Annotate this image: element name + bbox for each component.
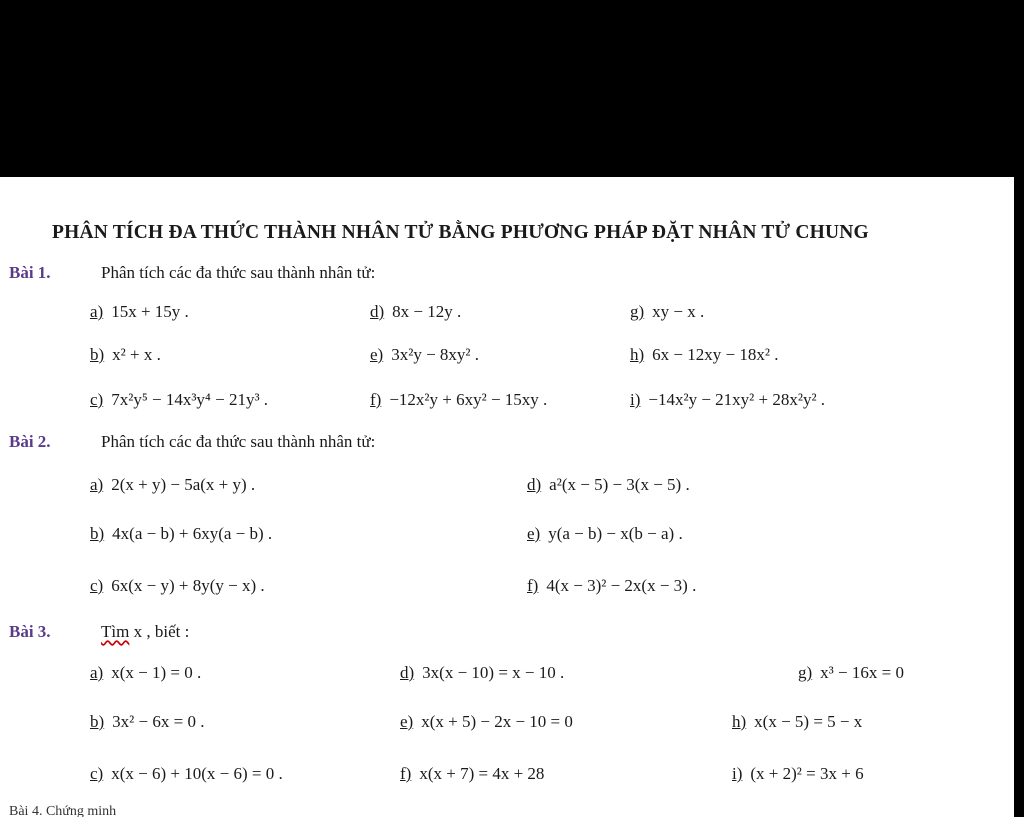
- item-label: a): [90, 475, 104, 494]
- find-word: Tìm: [101, 622, 130, 641]
- find-rest: x , biết :: [129, 622, 190, 641]
- ex2-item-f: [527, 576, 696, 596]
- ex3-item-f: [400, 764, 544, 784]
- item-expression: 3x²y − 8xy² .: [391, 345, 479, 364]
- item-expression: −14x²y − 21xy² + 28x²y² .: [648, 390, 826, 409]
- item-label: f): [370, 390, 382, 409]
- page-title: PHÂN TÍCH ĐA THỨC THÀNH NHÂN TỬ BẰNG PHƯƠNG PHÁP ĐẶT NHÂN TỬ CHUNG: [52, 222, 869, 243]
- item-expression: x(x + 7) = 4x + 28: [419, 764, 545, 783]
- ex2-item-b: [90, 524, 272, 544]
- ex3-item-d: [400, 663, 564, 683]
- item-expression: 4(x − 3)² − 2x(x − 3) .: [546, 576, 697, 595]
- item-label: c): [90, 576, 104, 595]
- exercise-3-label: Bài 3.: [9, 622, 51, 641]
- item-label: e): [400, 712, 414, 731]
- worksheet-page: [0, 177, 1014, 817]
- item-label: b): [90, 524, 105, 543]
- item-expression: 2(x + y) − 5a(x + y) .: [111, 475, 256, 494]
- item-expression: x(x − 1) = 0 .: [111, 663, 202, 682]
- ex3-item-g: [798, 663, 904, 683]
- ex3-item-h: [732, 712, 862, 732]
- item-label: d): [527, 475, 542, 494]
- item-label: f): [400, 764, 412, 783]
- ex1-item-d: [370, 302, 461, 322]
- item-expression: x(x − 6) + 10(x − 6) = 0 .: [111, 764, 283, 783]
- item-expression: xy − x .: [652, 302, 705, 321]
- item-expression: 6x − 12xy − 18x² .: [652, 345, 779, 364]
- ex3-item-i: [732, 764, 864, 784]
- item-expression: 4x(a − b) + 6xy(a − b) .: [112, 524, 273, 543]
- item-label: e): [370, 345, 384, 364]
- item-label: d): [400, 663, 415, 682]
- item-label: e): [527, 524, 541, 543]
- ex3-item-b: [90, 712, 204, 732]
- item-label: i): [732, 764, 743, 783]
- exercise-2-instruction: Phân tích các đa thức sau thành nhân tử:: [101, 432, 376, 451]
- item-expression: (x + 2)² = 3x + 6: [750, 764, 864, 783]
- item-label: h): [732, 712, 747, 731]
- ex1-item-c: [90, 390, 268, 410]
- item-label: h): [630, 345, 645, 364]
- exercise-4-partial: Bài 4. Chứng minh: [9, 804, 117, 817]
- item-expression: x(x − 5) = 5 − x: [754, 712, 863, 731]
- item-label: a): [90, 302, 104, 321]
- item-expression: a²(x − 5) − 3(x − 5) .: [549, 475, 690, 494]
- item-expression: 8x − 12y .: [392, 302, 462, 321]
- item-label: i): [630, 390, 641, 409]
- item-expression: y(a − b) − x(b − a) .: [548, 524, 683, 543]
- item-label: d): [370, 302, 385, 321]
- ex3-item-c: [90, 764, 283, 784]
- exercise-3-instruction: [101, 622, 189, 642]
- ex1-item-a: [90, 302, 189, 322]
- item-expression: x(x + 5) − 2x − 10 = 0: [421, 712, 573, 731]
- ex1-item-g: [630, 302, 704, 322]
- ex1-item-i: [630, 390, 825, 410]
- ex1-item-e: [370, 345, 479, 365]
- item-label: g): [798, 663, 813, 682]
- exercise-1-label: Bài 1.: [9, 263, 51, 282]
- ex2-item-e: [527, 524, 683, 544]
- item-expression: 7x²y⁵ − 14x³y⁴ − 21y³ .: [111, 390, 269, 409]
- item-expression: x³ − 16x = 0: [820, 663, 904, 682]
- item-label: a): [90, 663, 104, 682]
- item-label: c): [90, 390, 104, 409]
- item-label: b): [90, 712, 105, 731]
- ex2-item-d: [527, 475, 690, 495]
- ex3-item-a: [90, 663, 201, 683]
- exercise-2-label: Bài 2.: [9, 432, 51, 451]
- ex1-item-h: [630, 345, 778, 365]
- item-expression: 3x(x − 10) = x − 10 .: [422, 663, 565, 682]
- item-expression: 3x² − 6x = 0 .: [112, 712, 205, 731]
- item-label: g): [630, 302, 645, 321]
- item-expression: −12x²y + 6xy² − 15xy .: [389, 390, 548, 409]
- exercise-1-instruction: Phân tích các đa thức sau thành nhân tử:: [101, 263, 376, 282]
- item-expression: 6x(x − y) + 8y(y − x) .: [111, 576, 265, 595]
- ex2-item-c: [90, 576, 265, 596]
- item-expression: 15x + 15y .: [111, 302, 189, 321]
- item-label: f): [527, 576, 539, 595]
- ex2-item-a: [90, 475, 255, 495]
- ex1-item-f: [370, 390, 547, 410]
- ex1-item-b: [90, 345, 161, 365]
- item-label: c): [90, 764, 104, 783]
- item-expression: x² + x .: [112, 345, 161, 364]
- item-label: b): [90, 345, 105, 364]
- ex3-item-e: [400, 712, 573, 732]
